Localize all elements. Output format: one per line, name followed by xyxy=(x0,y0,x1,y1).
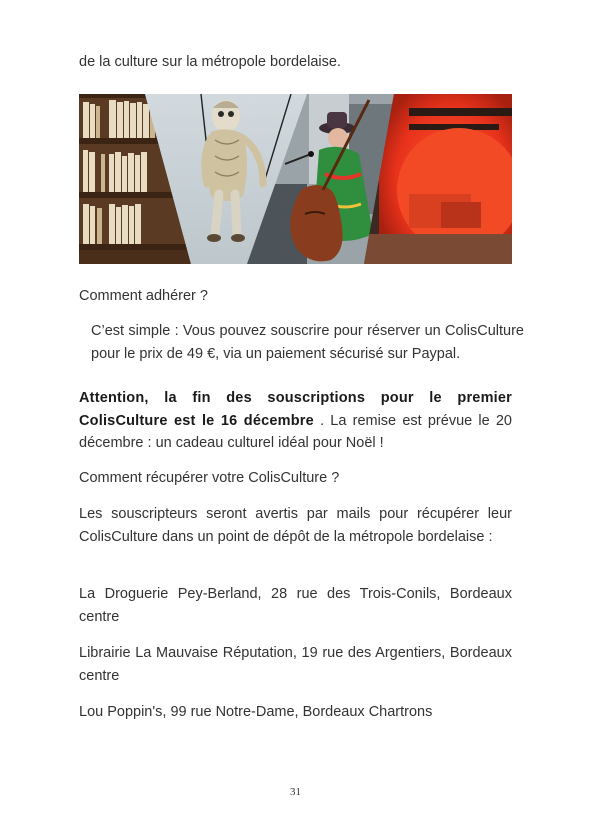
location-item: La Droguerie Pey-Berland, 28 rue des Trois-Conils, Bordeaux centre xyxy=(79,586,512,625)
paragraph-how-to-join: C’est simple : Vous pouvez souscrire pour réserver un ColisCulture pour le prix de 49 €, via un paiement sécurisé sur Paypal. xyxy=(91,323,524,362)
heading-how-to-join: Comment adhérer ? xyxy=(79,288,208,304)
intro-line: de la culture sur la métropole bordelaise. xyxy=(79,54,341,70)
location-item: Librairie La Mauvaise Réputation, 19 rue des Argentiers, Bordeaux centre xyxy=(79,645,512,684)
paragraph-deadline xyxy=(79,387,512,455)
deadline-rest-text: . La remise est prévue le 20 décembre : un cadeau culturel idéal pour Noël ! xyxy=(79,412,512,451)
paragraph-how-to-collect: Les souscripteurs seront avertis par mails pour récupérer leur ColisCulture dans un point de dépôt de la métropole bordelaise : xyxy=(79,506,512,545)
culture-collage-image xyxy=(79,94,512,264)
page-number: 31 xyxy=(290,786,301,798)
location-item: Lou Poppin's, 99 rue Notre-Dame, Bordeaux Chartrons xyxy=(79,704,433,720)
deadline-bold-text: Attention, la fin des souscriptions pour le premier ColisCulture est le 16 décembre xyxy=(79,390,512,429)
heading-how-to-collect: Comment récupérer votre ColisCulture ? xyxy=(79,470,340,486)
